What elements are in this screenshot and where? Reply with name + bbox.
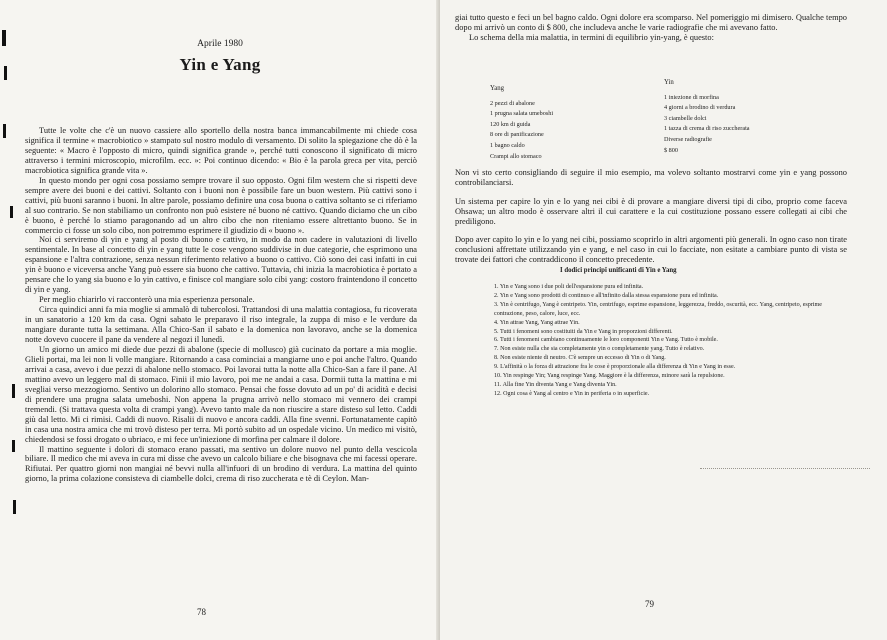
table-item: 1 iniezione di morfina xyxy=(664,93,719,101)
left-edge-mark xyxy=(10,206,13,218)
table-item: 3 ciambelle dolci xyxy=(664,114,707,122)
paragraph: Il mattino seguente i dolori di stomaco erano passati, ma sentivo un dolore nuovo nel punto della vescicola biliare. Il medico che mi aveva in cura mi disse che avevo un calcolo biliare e che bisognava che mi facessi operare. Rifiutai. Per quattro giorni non mangiai né bevvi nulla all'infuori di un brodino di verdura. La mattina del quinto giorno, la prima colazione consisteva di ciambelle dolci, crema di riso zuccherata e tè di Ceylon. Man- xyxy=(25,444,417,484)
list-item: 7. Non esiste nulla che sia completamente yin o completamente yang. Tutto è relativo. xyxy=(494,346,705,353)
table-item: 8 ore di panificazione xyxy=(490,131,544,139)
list-item: 10. Yin respinge Yin; Yang respinge Yang. Maggiore è la differenza, minore sarà la repulsione. xyxy=(494,373,725,380)
list-item: 5. Tutti i fenomeni sono costituiti da Yin e Yang in proporzioni differenti. xyxy=(494,328,673,335)
left-edge-mark xyxy=(3,124,6,138)
paragraph: In questo mondo per ogni cosa possiamo sempre trovare il suo opposto. Ogni film western che si rispetti deve sempre avere dei buoni e dei cattivi. Soltanto con i buoni non è possibile fare un buon western. Più cattivi sono i cattivi, più buoni saranno i buoni. In altre parole, possiamo definire una cosa buona o cattiva soltanto se ci riferiamo al suo contrario. Se non stabiliamo un confronto non può esistere né buono né cattivo. Quando diciamo che un cibo è buono, è perché lo stiamo paragonando ad un altro cibo che non riteniamo essere altrettanto buono. Se in commercio ci fosse un solo cibo, non potremmo esprimere il giudizio di « buono ». xyxy=(25,175,417,235)
list-item: 12. Ogni cosa è Yang al centro e Yin in periferia o in superficie. xyxy=(494,390,650,397)
yang-header: Yang xyxy=(490,85,505,92)
paragraph: Lo schema della mia malattia, in termini di equilibrio yin-yang, è questo: xyxy=(469,32,714,42)
left-edge-mark xyxy=(12,440,15,452)
page-number-left: 78 xyxy=(197,607,206,617)
paragraph: Un giorno un amico mi diede due pezzi di abalone (specie di mollusco) già cucinato da portare a mia moglie. Glieli portai, ma lei non li volle mangiare. Ritornando a casa cominciai a mangiarne uno e poi anche l'altro. Quando arrivai a casa, avevo i due pezzi di abalone nello stomaco. Poi lavorai tutta la notte alla Chico-San a fare il pane. Al mattino avevo un leggero mal di stomaco. Finii il mio lavoro, poi me ne andai a casa. Dormii tutta la mattina e mi svegliai verso mezzogiorno. Sentivo un dolorino allo stomaco. Pensai che fosse dovuto ad un po' di acidità e decisi di prendere una prugna salata umeboshi. Non appena la prugna arrivò nello stomaco mi vennero dei crampi tremendi. (Si trattava questa volta di crampi yang). Avevo tanto male da non riuscire a stare disteso sul letto. Caddi giù dal letto. Mi ci rimisi. Caddi di nuovo. Risalii di nuovo e ancora caddi. Alla fine svenni. Fortunatamente capitò in casa una nostra amica che mi trovò disteso per terra. Mi portò subito ad un ospedale vicino. Un medico mi visitò, chiedendosi se fossi drogato o ubriaco, e mi fece un'iniezione di morfina per calmare il dolore. xyxy=(25,344,417,444)
right-intro-text xyxy=(455,13,847,43)
list-item: 11. Alla fine Yin diventa Yang e Yang diventa Yin. xyxy=(494,381,617,388)
right-page xyxy=(440,0,887,640)
principles-list xyxy=(494,283,844,399)
table-item: $ 800 xyxy=(664,146,678,154)
list-item: 2. Yin e Yang sono prodotti di continuo e all'infinito dalla stessa espansione pura ed infinita. xyxy=(494,292,719,299)
list-item: 6. Tutti i fenomeni cambiano continuamente le loro componenti Yin e Yang. Tutto è mobile. xyxy=(494,337,718,344)
page-number-right: 79 xyxy=(645,599,654,609)
paragraph: Tutte le volte che c'è un nuovo cassiere allo sportello della nostra banca immancabilmente mi chiede cosa significa il termine « macrobiotico » stampato sul nostro modulo di versamento. Di solito la spiegazione che dò è la seguente: « Macro è l'opposto di micro, quindi significa grande », perché tutti conoscono il significato di micro attraverso i termini microscopio, microfilm. ecc. »: Poi continuo dicendo: « Bio è la parola greca per vita, perciò macrobiotica significa grande vita ». xyxy=(25,126,417,175)
paragraph: Non vi sto certo consigliando di seguire il mio esempio, ma volevo soltanto mostrarvi come yin e yang possono controbilanciarsi. xyxy=(455,168,847,188)
table-item: 120 km di guida xyxy=(490,120,531,128)
paragraph: Noi ci serviremo di yin e yang al posto di buono e cattivo, in modo da non cadere in valutazioni di livello sentimentale. In base al concetto di yin e yang tutte le cose vengono suddivise in due categorie, che esprimono una espansione e l'altra contrazione, senza nessun riferimento relativo a buono o cattivo. Ciò sono dei casi infatti in cui yin è buono e viceversa anche Yang può essere sia buono che cattivo. Tuttavia, chi inizia la macrobiotica è portato a pensare che lo yang sia buono e lo yin cattivo, e finisce col mangiare solo cibi yang: costoro fraintendono il concetto di yin e yang. xyxy=(25,235,417,295)
chapter-title: Yin e Yang xyxy=(179,55,261,74)
yin-column xyxy=(664,78,750,156)
paragraph: giai tutto questo e feci un bel bagno caldo. Ogni dolore era scomparso. Nel pomeriggio mi dimisero. Qualche tempo dopo mi arrivò un conto di $ 800, che includeva anche le varie radiografie che mi avevano fatto. xyxy=(455,13,847,32)
table-item: Diverse radiografie xyxy=(664,135,712,143)
left-edge-mark xyxy=(12,384,15,398)
list-item: 4. Yin attrae Yang, Yang attrae Yin. xyxy=(494,319,580,326)
left-edge-mark xyxy=(13,500,16,514)
list-item: 8. Non esiste niente di neutro. C'è sempre un eccesso di Yin o di Yang. xyxy=(494,355,666,362)
principles-title: I dodici principî unificanti di Yin e Yang xyxy=(560,267,677,274)
table-item: 1 prugna salata umeboshi xyxy=(490,110,554,118)
right-body-text xyxy=(455,160,847,273)
yang-column xyxy=(490,84,553,162)
paragraph: Circa quindici anni fa mia moglie si ammalò di tubercolosi. Trattandosi di una malattia contagiosa, fu ricoverata in un sanatorio a 120 km da casa. Ogni sabato le preparavo il riso integrale, la zuppa di miso e le verdure da mangiare durante tutta la settimana. Alla Chico-San il sabato e la domenica non lavoravo, anche se la domenica notte dovevo cuocere il pane da vendere al negozi il lunedì. xyxy=(25,305,417,345)
yin-header: Yin xyxy=(664,79,674,86)
dotted-rule xyxy=(700,468,870,469)
left-body-text xyxy=(25,126,417,484)
paragraph: Dopo aver capito lo yin e lo yang nei cibi, possiamo scoprirlo in altri argomenti più generali. In ogno caso non tirate conclusioni affrettate utilizzando yin e yang, e nel caso in cui lo facciate, non esitate a cambiare punto di vista se trovate dei fattori che contraddicono il concetto precedente. xyxy=(455,234,847,264)
table-item: 2 pezzi di abalone xyxy=(490,99,535,107)
list-item: 3. Yin è centrifugo, Yang è centripeto. Yin, centrifugo, esprime espansione, leggerezza, freddo, oscurità, ecc. Yang, centripeto, esprime contrazione, peso, calore, luce, ecc. xyxy=(494,301,822,317)
table-item: 4 giorni a brodino di verdura xyxy=(664,104,736,112)
list-item: 9. L'affinità o la forza di attrazione fra le cose è proporzionale alla differenza di Yin e Yang in esse. xyxy=(494,364,736,371)
table-item: 1 bagno caldo xyxy=(490,141,525,149)
paragraph: Per meglio chiarirlo vi racconterò una mia esperienza personale. xyxy=(39,295,255,305)
list-item: 1. Yin e Yang sono i due poli dell'espansione pura ed infinita. xyxy=(494,284,644,290)
table-item: Crampi allo stomaco xyxy=(490,152,542,160)
left-page xyxy=(0,0,440,640)
table-item: 1 tazza di crema di riso zuccherata xyxy=(664,125,750,133)
chapter-date: Aprile 1980 xyxy=(197,39,243,49)
paragraph: Un sistema per capire lo yin e lo yang nei cibi è di provare a mangiare diversi tipi di cibo, proprio come faceva Ohsawa; un altro modo è osservare altri il cui carattere e la cui costituzione possano essere collegati ai cibi che prediligono. xyxy=(455,196,847,226)
